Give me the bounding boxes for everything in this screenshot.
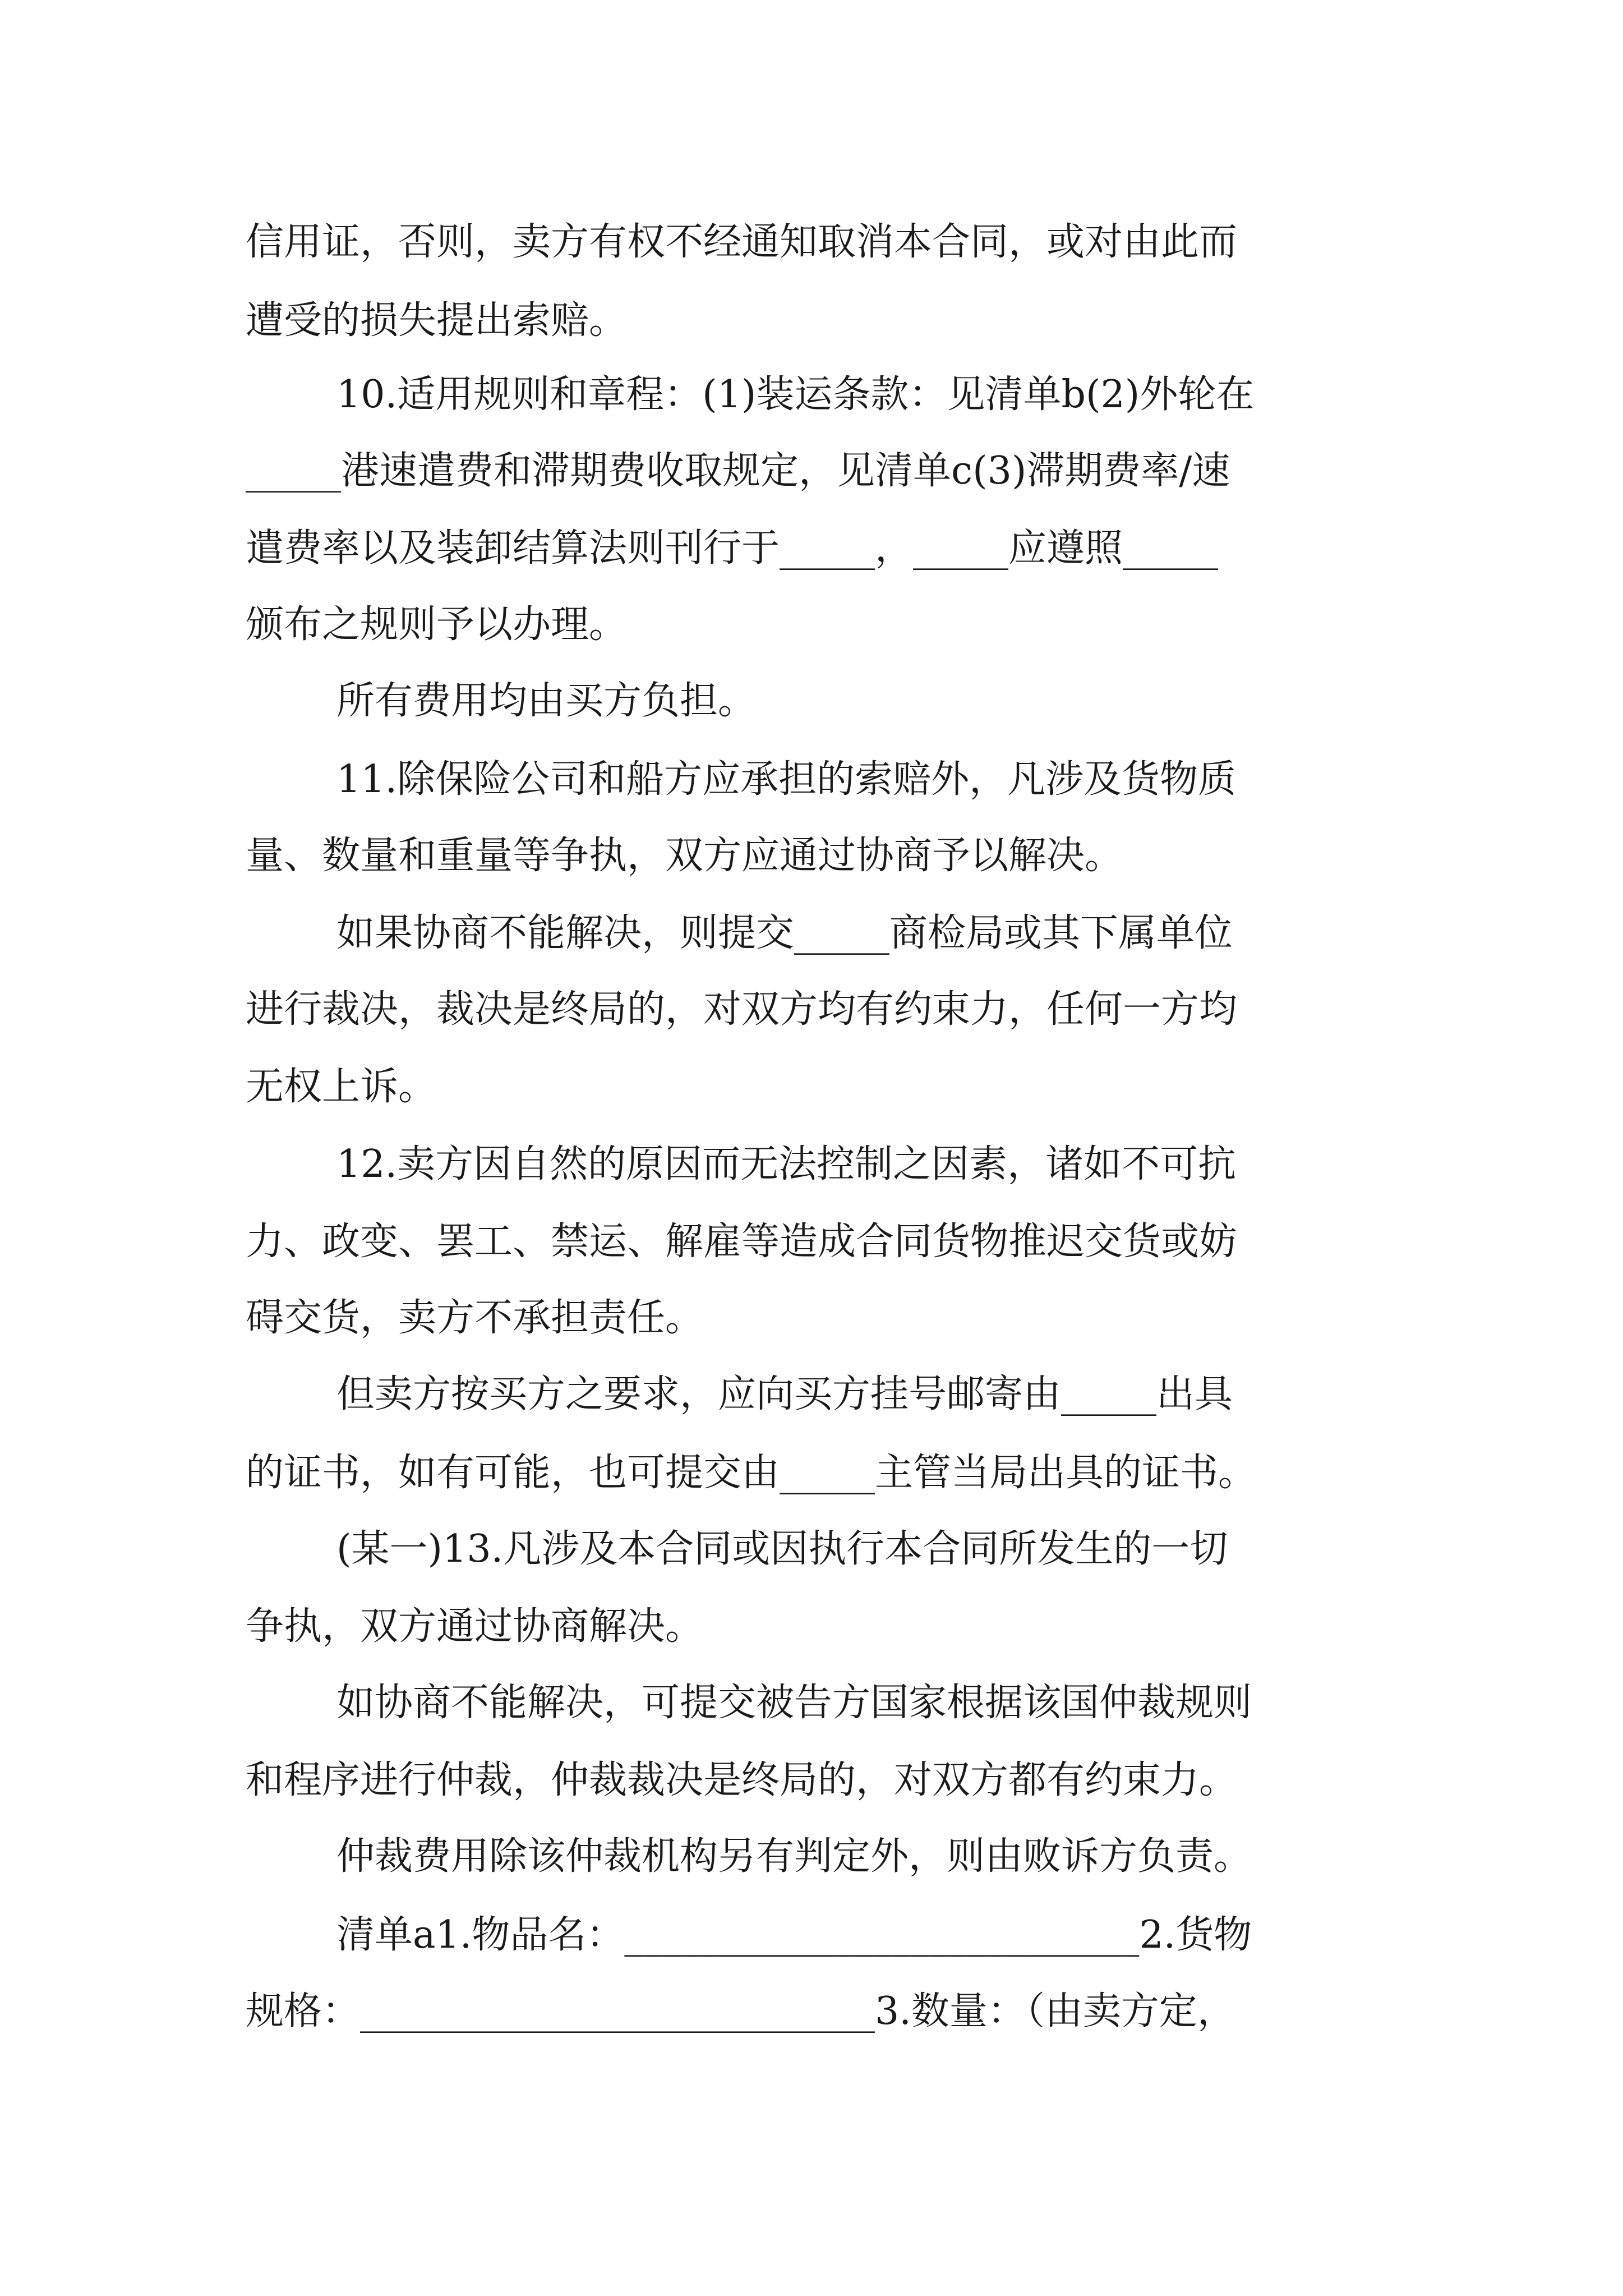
text-line: 的证书，如有可能，也可提交由_____主管当局出具的证书。 xyxy=(246,1451,1257,1495)
clause-13-heading: (某一)13.凡涉及本合同或因执行本合同所发生的一切 xyxy=(336,1527,1228,1571)
text-line: 力、政变、罢工、禁运、解雇等造成合同货物推迟交货或妨 xyxy=(246,1220,1238,1264)
clause-10-heading: 10.适用规则和章程：(1)装运条款：见清单b(2)外轮在 xyxy=(336,372,1255,417)
text-line: 如果协商不能解决，则提交_____商检局或其下属单位 xyxy=(336,911,1233,955)
text-line: 颁布之规则予以办理。 xyxy=(246,602,628,647)
clause-11-heading: 11.除保险公司和船方应承担的索赔外，凡涉及货物质 xyxy=(336,757,1237,802)
text-line: 但卖方按买方之要求，应向买方挂号邮寄由_____出具 xyxy=(336,1372,1233,1416)
text-line: 碍交货，卖方不承担责任。 xyxy=(246,1296,704,1340)
text-line: 量、数量和重量等争执，双方应通过协商予以解决。 xyxy=(246,834,1123,878)
text-line: 无权上诉。 xyxy=(246,1065,437,1109)
text-line: 遭受的损失提出索赔。 xyxy=(246,298,628,343)
schedule-a-heading: 清单a1.物品名：___________________________2.货物 xyxy=(336,1913,1252,1957)
text-line: 信用证，否则，卖方有权不经通知取消本合同，或对由此而 xyxy=(246,220,1238,264)
text-line: 所有费用均由买方负担。 xyxy=(336,679,757,723)
text-line: _____港速遣费和滞期费收取规定，见清单c(3)滞期费率/速 xyxy=(246,449,1230,493)
text-line: 仲裁费用除该仲裁机构另有判定外，则由败诉方负责。 xyxy=(336,1834,1252,1879)
text-line: 和程序进行仲裁，仲裁裁决是终局的，对双方都有约束力。 xyxy=(246,1758,1238,1802)
text-line: 争执，双方通过协商解决。 xyxy=(246,1604,704,1649)
text-line: 进行裁决，裁决是终局的，对双方均有约束力，任何一方均 xyxy=(246,987,1238,1032)
text-line: 如协商不能解决，可提交被告方国家根据该国仲裁规则 xyxy=(336,1681,1252,1725)
clause-12-heading: 12.卖方因自然的原因而无法控制之因素，诸如不可抗 xyxy=(336,1142,1237,1186)
text-line: 遣费率以及装卸结算法则刊行于_____，_____应遵照_____ xyxy=(246,526,1219,570)
text-line: 规格：___________________________3.数量：（由卖方定， xyxy=(246,1989,1235,2033)
